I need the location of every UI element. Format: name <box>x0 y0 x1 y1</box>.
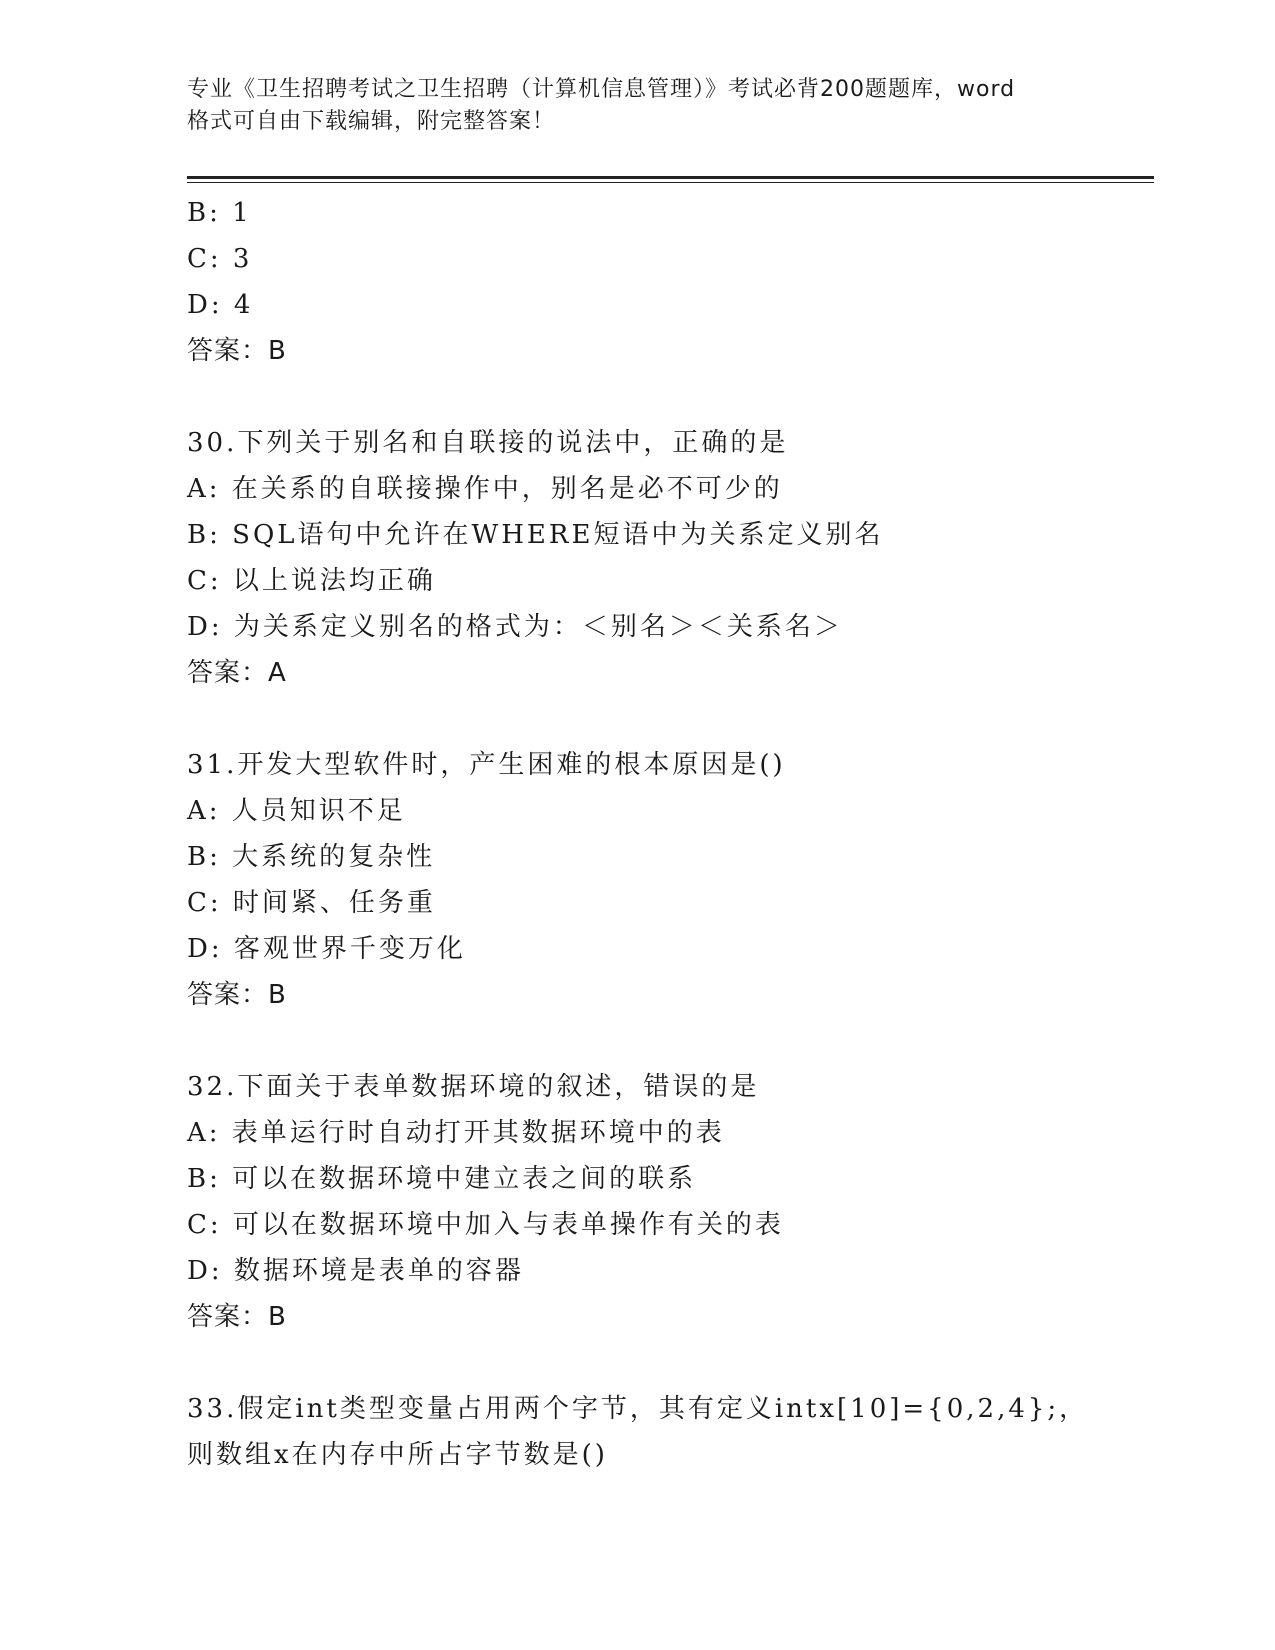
option-a: A: 人员知识不足 <box>187 796 406 826</box>
question-list <box>187 190 1154 1478</box>
spacer <box>187 696 1154 742</box>
spacer <box>187 1340 1154 1386</box>
answer-line: 答案：A <box>187 658 287 688</box>
answer-line: 答案：B <box>187 980 287 1010</box>
option-b: B: 1 <box>187 198 252 228</box>
option-b: B: 可以在数据环境中建立表之间的联系 <box>187 1164 697 1194</box>
option-c: C: 以上说法均正确 <box>187 566 436 596</box>
header-divider-thin <box>187 182 1154 183</box>
option-a: A: 在关系的自联接操作中，别名是必不可少的 <box>187 474 783 504</box>
header-line-2: 格式可自由下载编辑，附完整答案！ <box>187 109 556 134</box>
question-stem: 30.下列关于别名和自联接的说法中，正确的是 <box>187 428 789 458</box>
option-d: D: 客观世界千变万化 <box>187 934 466 964</box>
answer-line: 答案：B <box>187 1302 287 1332</box>
question-stem: 31.开发大型软件时，产生困难的根本原因是() <box>187 750 786 780</box>
question-stem: 32.下面关于表单数据环境的叙述，错误的是 <box>187 1072 760 1102</box>
option-c: C: 3 <box>187 244 253 274</box>
option-d: D: 数据环境是表单的容器 <box>187 1256 524 1286</box>
question-stem-line-2: 则数组x在内存中所占字节数是() <box>187 1440 608 1470</box>
spacer <box>187 1018 1154 1064</box>
option-b: B: SQL语句中允许在WHERE短语中为关系定义别名 <box>187 520 884 550</box>
document-header <box>187 74 1087 138</box>
header-divider-thick <box>187 176 1154 179</box>
question-block-33 <box>187 1386 1154 1478</box>
option-c: C: 时间紧、任务重 <box>187 888 436 918</box>
question-stem-line-1: 33.假定int类型变量占用两个字节，其有定义intx[10]={0,2,4};， <box>187 1394 1089 1424</box>
spacer <box>187 374 1154 420</box>
question-block-continued <box>187 190 1154 374</box>
answer-line: 答案：B <box>187 336 287 366</box>
question-block-30 <box>187 420 1154 696</box>
option-b: B: 大系统的复杂性 <box>187 842 436 872</box>
option-d: D: 为关系定义别名的格式为：＜别名＞＜关系名＞ <box>187 612 843 642</box>
question-block-32 <box>187 1064 1154 1340</box>
question-block-31 <box>187 742 1154 1018</box>
option-a: A: 表单运行时自动打开其数据环境中的表 <box>187 1118 725 1148</box>
option-d: D: 4 <box>187 290 254 320</box>
header-line-1: 专业《卫生招聘考试之卫生招聘（计算机信息管理）》考试必背200题题库，word <box>187 77 1016 102</box>
option-c: C: 可以在数据环境中加入与表单操作有关的表 <box>187 1210 784 1240</box>
